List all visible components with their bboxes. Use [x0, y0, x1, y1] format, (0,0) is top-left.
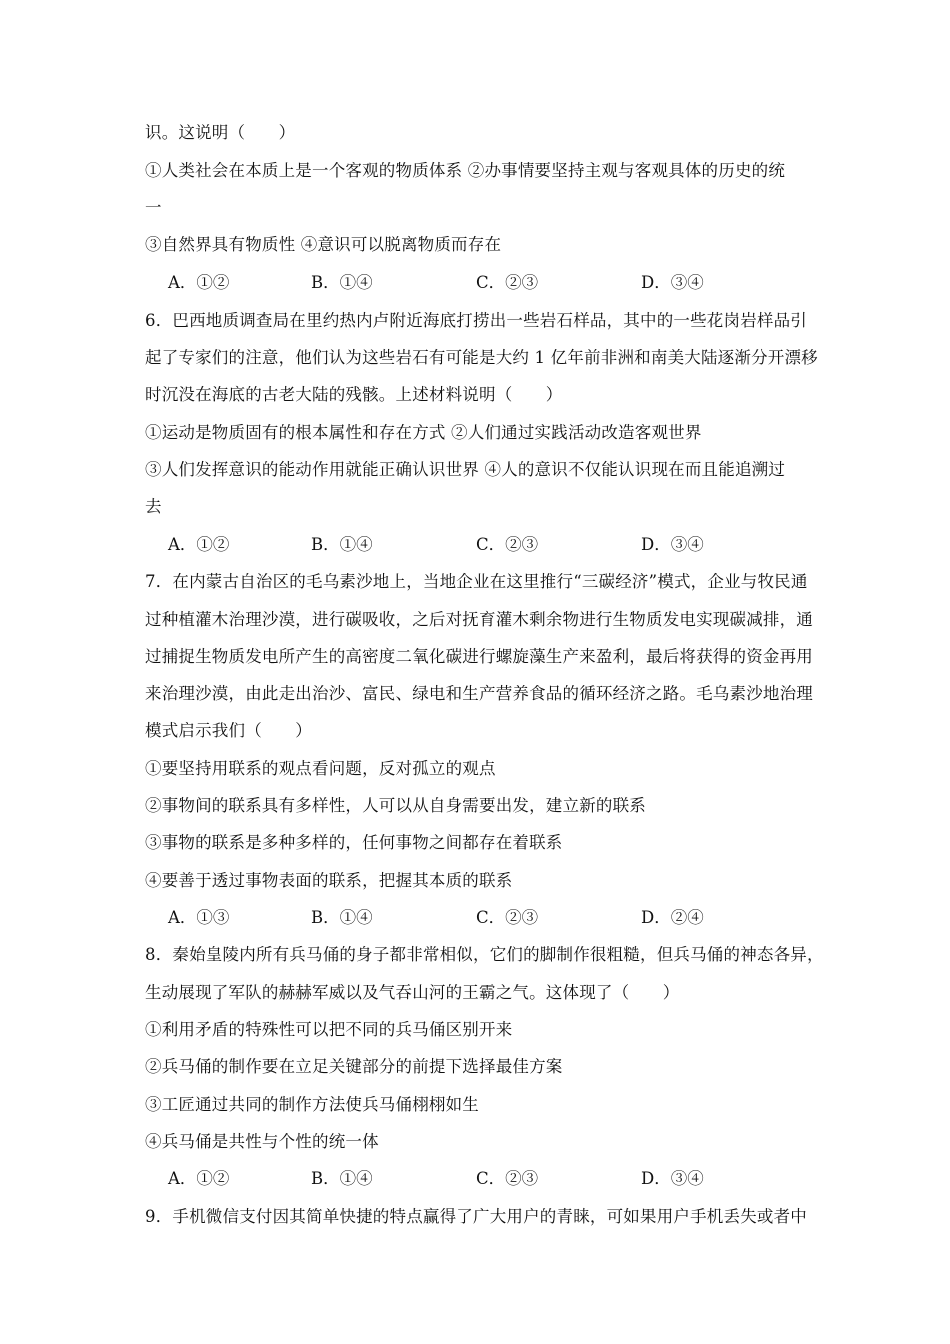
- q5-statement-line: ③自然界具有物质性 ④意识可以脱离物质而存在: [145, 235, 502, 254]
- q6-option-b: B．①④: [311, 535, 373, 554]
- q8-statement-line: ③工匠通过共同的制作方法使兵马俑栩栩如生: [145, 1095, 479, 1114]
- q7-option-a: A．①③: [168, 908, 230, 927]
- q7-stem-line: 过捕捉生物质发电所产生的高密度二氧化碳进行螺旋藻生产来盈利，最后将获得的资金再用: [145, 647, 813, 666]
- q7-statement-line: ②事物间的联系具有多样性，人可以从自身需要出发，建立新的联系: [145, 796, 646, 815]
- q7-stem-line: 过种植灌木治理沙漠，进行碳吸收，之后对抚育灌木剩余物进行生物质发电实现碳减排，通: [145, 610, 813, 629]
- q6-stem-line: 时沉没在海底的古老大陆的残骸。上述材料说明（ ）: [145, 385, 563, 404]
- q8-option-d: D．③④: [641, 1169, 704, 1188]
- q8-stem-line: 8．秦始皇陵内所有兵马俑的身子都非常相似，它们的脚制作很粗糙，但兵马俑的神态各异，: [145, 945, 824, 964]
- q6-statement-line: ①运动是物质固有的根本属性和存在方式 ②人们通过实践活动改造客观世界: [145, 423, 702, 442]
- q5-option-b: B．①④: [311, 273, 373, 292]
- q7-option-b: B．①④: [311, 908, 373, 927]
- q5-option-d: D．③④: [641, 273, 704, 292]
- q8-statement-line: ①利用矛盾的特殊性可以把不同的兵马俑区别开来: [145, 1020, 513, 1039]
- q7-stem-line: 7．在内蒙古自治区的毛乌素沙地上，当地企业在这里推行“三碳经济”模式，企业与牧民通: [145, 572, 808, 591]
- q6-stem-line: 起了专家们的注意，他们认为这些岩石有可能是大约 1 亿年前非洲和南美大陆逐渐分开漂移: [145, 348, 818, 367]
- q5-statement-line: ①人类社会在本质上是一个客观的物质体系 ②办事情要坚持主观与客观具体的历史的统: [145, 161, 786, 180]
- q6-statement-line: 去: [145, 497, 162, 516]
- q9-stem-line: 9．手机微信支付因其简单快捷的特点赢得了广大用户的青睐，可如果用户手机丢失或者中: [145, 1207, 807, 1226]
- q6-options: [0, 534, 950, 556]
- q5-statement-line: 一: [145, 198, 162, 217]
- q6-option-c: C．②③: [476, 535, 539, 554]
- q8-statement-line: ②兵马俑的制作要在立足关键部分的前提下选择最佳方案: [145, 1057, 563, 1076]
- q8-stem-line: 生动展现了军队的赫赫军威以及气吞山河的王霸之气。这体现了（ ）: [145, 983, 680, 1002]
- q7-statement-line: ④要善于透过事物表面的联系，把握其本质的联系: [145, 871, 513, 890]
- q8-option-b: B．①④: [311, 1169, 373, 1188]
- q7-stem-line: 模式启示我们（ ）: [145, 721, 312, 740]
- q5-stem-tail: 识。这说明（ ）: [145, 123, 296, 142]
- q6-stem-line: 6．巴西地质调查局在里约热内卢附近海底打捞出一些岩石样品，其中的一些花岗岩样品引: [145, 311, 807, 330]
- q7-statement-line: ①要坚持用联系的观点看问题，反对孤立的观点: [145, 759, 496, 778]
- q7-option-d: D．②④: [641, 908, 704, 927]
- q5-options: [0, 272, 950, 294]
- q5-option-c: C．②③: [476, 273, 539, 292]
- q6-option-d: D．③④: [641, 535, 704, 554]
- q7-options: [0, 907, 950, 929]
- q7-stem-line: 来治理沙漠，由此走出治沙、富民、绿电和生产营养食品的循环经济之路。毛乌素沙地治理: [145, 684, 813, 703]
- q8-statement-line: ④兵马俑是共性与个性的统一体: [145, 1132, 379, 1151]
- q6-statement-line: ③人们发挥意识的能动作用就能正确认识世界 ④人的意识不仅能认识现在而且能追溯过: [145, 460, 786, 479]
- q8-option-a: A．①②: [168, 1169, 230, 1188]
- q7-option-c: C．②③: [476, 908, 539, 927]
- q8-options: [0, 1168, 950, 1190]
- q7-statement-line: ③事物的联系是多种多样的，任何事物之间都存在着联系: [145, 833, 563, 852]
- q5-option-a: A．①②: [168, 273, 230, 292]
- q6-option-a: A．①②: [168, 535, 230, 554]
- q8-option-c: C．②③: [476, 1169, 539, 1188]
